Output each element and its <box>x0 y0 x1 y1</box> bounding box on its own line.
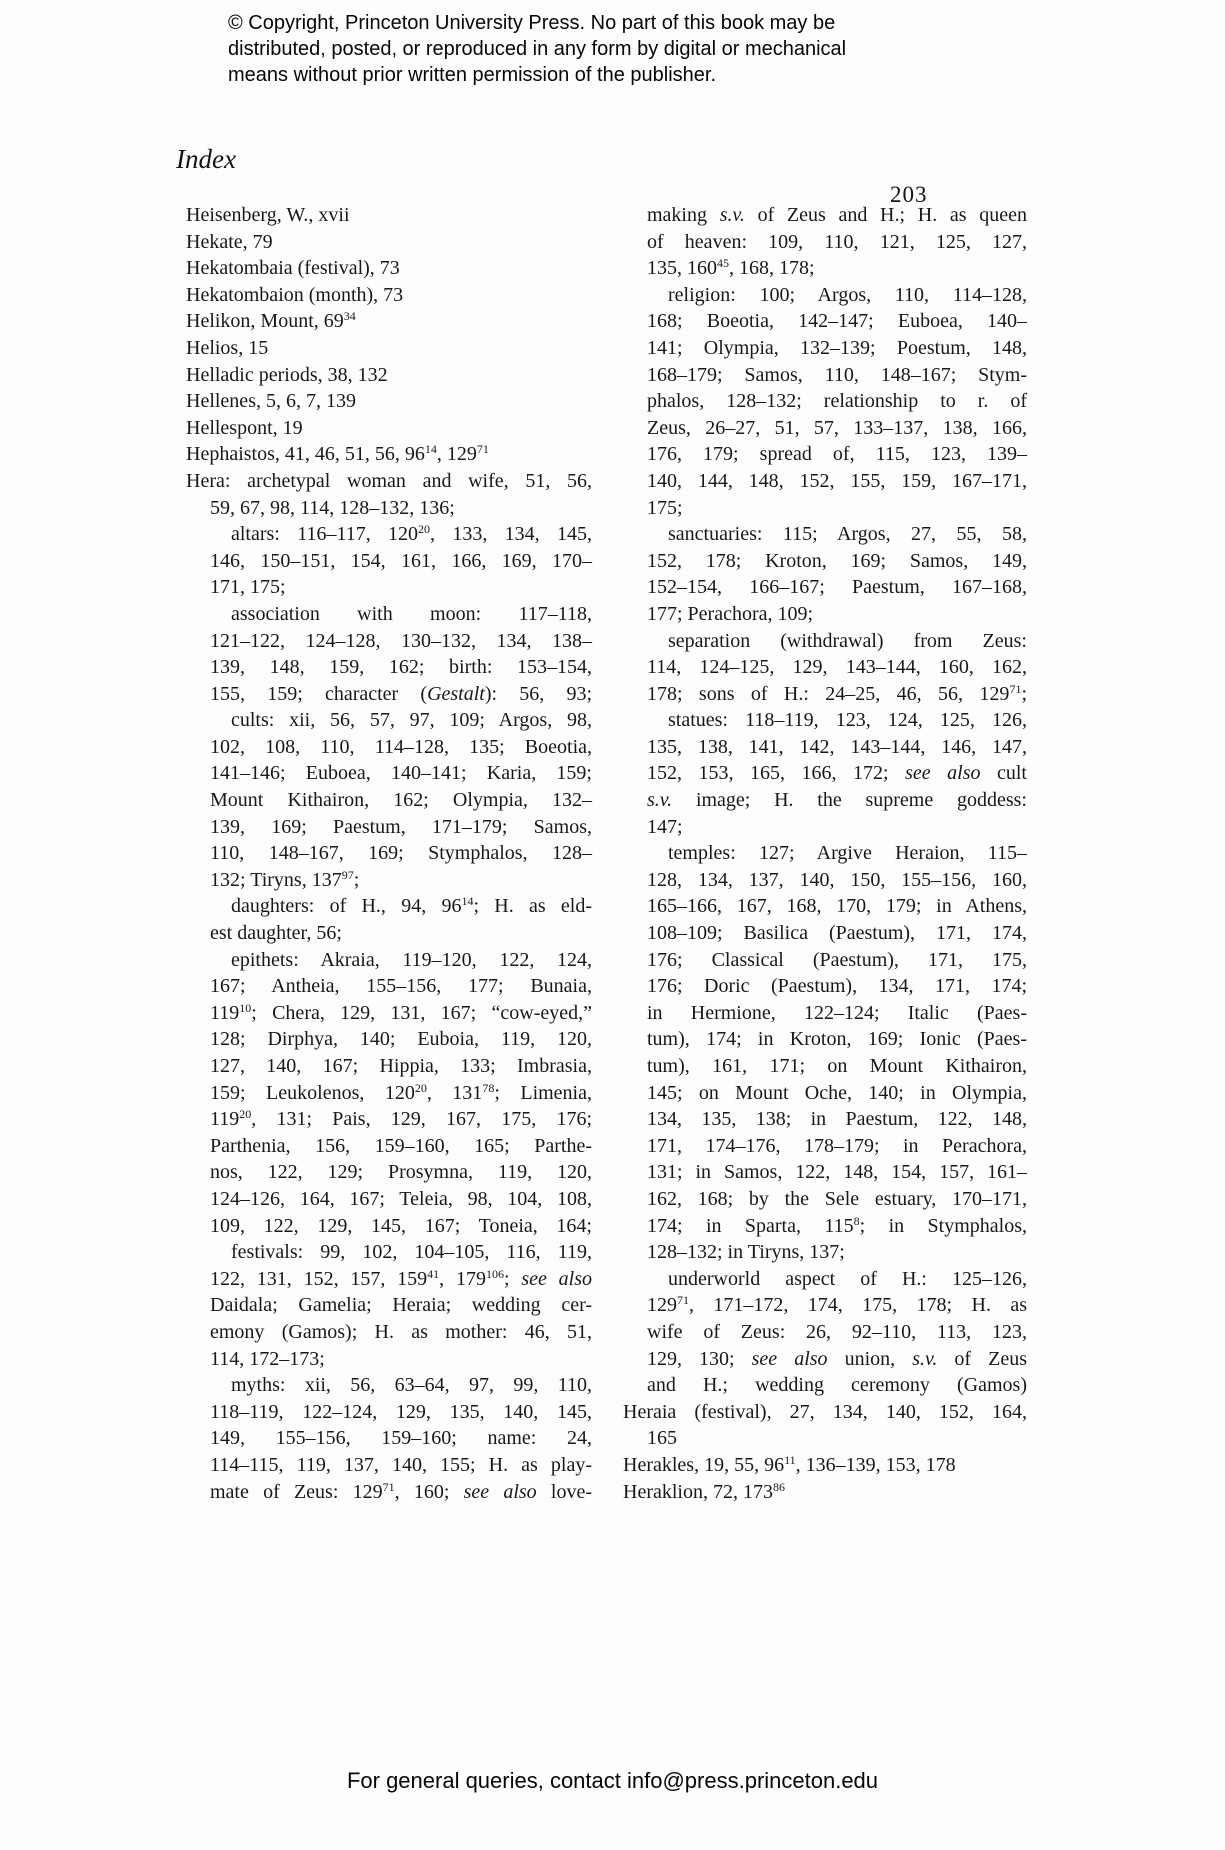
index-line: and H.; wedding ceremony (Gamos) <box>647 1374 1027 1397</box>
index-line: 124–126, 164, 167; Teleia, 98, 104, 108, <box>210 1187 592 1210</box>
italic-text: see also <box>905 762 981 785</box>
footnote-reference: 20 <box>414 1080 427 1095</box>
index-left-column <box>186 202 592 1505</box>
index-line: 175; <box>647 496 683 519</box>
index-line: daughters: of H., 94, $96^{14}$; H. as eld- <box>231 894 592 918</box>
index-line: emony (Gamos); H. as mother: 46, 51, <box>210 1320 592 1343</box>
italic-text: s.v. <box>719 204 745 226</box>
index-line: making s.v. of Zeus and H.; H. as queen <box>647 204 1027 226</box>
index-line: 127, 140, 167; Hippia, 133; Imbrasia, <box>210 1055 592 1077</box>
index-line: 155, 159; character (Gestalt): 56, 93; <box>210 682 592 705</box>
footnote-reference: 8 <box>853 1213 860 1228</box>
index-line: 159; Leukolenos, $120^{20}$, $131^{78}$; Limenia, <box>210 1080 592 1104</box>
index-line: Heraklion, 72, $173^{86}$ <box>623 1479 785 1503</box>
footnote-reference: 78 <box>482 1080 495 1095</box>
index-line: 108–109; Basilica (Paestum), 171, 174, <box>647 922 1027 945</box>
index-line: 59, 67, 98, 114, 128–132, 136; <box>210 496 455 519</box>
index-line: altars: 116–117, $120^{20}$, 133, 134, 145, <box>231 522 592 546</box>
index-line: 128, 134, 137, 140, 150, 155–156, 160, <box>647 868 1027 891</box>
index-line: 118–119, 122–124, 129, 135, 140, 145, <box>210 1400 592 1423</box>
index-line: Helladic periods, 38, 132 <box>186 363 388 386</box>
index-line: 114–115, 119, 137, 140, 155; H. as play- <box>210 1453 592 1476</box>
italic-text: see also <box>751 1347 828 1370</box>
index-line: 176; Classical (Paestum), 171, 175, <box>647 948 1027 971</box>
footnote-reference: 106 <box>485 1266 504 1281</box>
italic-text: see also <box>521 1267 592 1290</box>
index-line: 114, 172–173; <box>210 1347 325 1370</box>
index-line: tum), 161, 171; on Mount Kithairon, <box>647 1055 1027 1077</box>
index-line: 168–179; Samos, 110, 148–167; Stym- <box>647 363 1027 386</box>
footnote-reference: 45 <box>717 256 729 271</box>
page-number: 203 <box>890 182 928 207</box>
index-line: Daidala; Gamelia; Heraia; wedding cer- <box>210 1294 592 1317</box>
index-line: 140, 144, 148, 152, 155, 159, 167–171, <box>647 469 1027 492</box>
index-line: tum), 174; in Kroton, 169; Ionic (Paes- <box>647 1028 1027 1051</box>
index-line: 121–122, 124–128, 130–132, 134, 138– <box>210 629 592 652</box>
index-line: 176, 179; spread of, 115, 123, 139– <box>647 443 1027 466</box>
index-line: sanctuaries: 115; Argos, 27, 55, 58, <box>668 523 1027 546</box>
copyright-line: distributed, posted, or reproduced in any form by digital or mechanical <box>228 38 847 60</box>
index-line: 131; in Samos, 122, 148, 154, 157, 161– <box>647 1161 1027 1184</box>
index-line: myths: xii, 56, 63–64, 97, 99, 110, <box>231 1374 592 1397</box>
index-line: 134, 135, 138; in Paestum, 122, 148, <box>647 1108 1027 1131</box>
footnote-reference: 86 <box>772 1479 785 1494</box>
index-line: 129, 130; see also union, s.v. of Zeus <box>647 1347 1027 1370</box>
index-line: wife of Zeus: 26, 92–110, 113, 123, <box>647 1320 1027 1343</box>
index-line: phalos, 128–132; relationship to r. of <box>647 390 1027 413</box>
index-line: festivals: 99, 102, 104–105, 116, 119, <box>231 1241 592 1264</box>
index-line: Hellespont, 19 <box>186 416 303 439</box>
index-line: in Hermione, 122–124; Italic (Paes- <box>647 1001 1027 1024</box>
index-line: s.v. image; H. the supreme goddess: <box>647 789 1027 812</box>
index-line: 145; on Mount Oche, 140; in Olympia, <box>647 1081 1027 1104</box>
index-line: separation (withdrawal) from Zeus: <box>668 629 1027 652</box>
index-line: 176; Doric (Paestum), 134, 171, 174; <box>647 975 1027 998</box>
index-line: 168; Boeotia, 142–147; Euboea, 140– <box>647 310 1027 333</box>
index-line: mate of Zeus: $129^{71}$, 160; see also love- <box>210 1479 592 1503</box>
index-line: 110, 148–167, 169; Stymphalos, 128– <box>210 842 592 865</box>
index-line: underworld aspect of H.: 125–126, <box>668 1267 1027 1290</box>
footnote-reference: 11 <box>784 1452 796 1467</box>
copyright-line: © Copyright, Princeton University Press. No part of this book may be <box>228 12 836 34</box>
index-line: Helios, 15 <box>186 336 269 359</box>
index-line: 171, 174–176, 178–179; in Perachora, <box>647 1134 1027 1157</box>
index-line: Hekatombaia (festival), 73 <box>186 257 400 280</box>
index-line: 152, 178; Kroton, 169; Samos, 149, <box>647 549 1027 572</box>
index-line: association with moon: 117–118, <box>231 602 592 625</box>
index-line: Zeus, 26–27, 51, 57, 133–137, 138, 166, <box>647 416 1027 439</box>
index-line: 135, 138, 141, 142, 143–144, 146, 147, <box>647 735 1027 758</box>
page-heading: Index <box>176 144 236 174</box>
index-line: 165 <box>647 1427 677 1450</box>
index-line: temples: 127; Argive Heraion, 115– <box>668 842 1027 865</box>
index-line: Hera: archetypal woman and wife, 51, 56, <box>186 469 592 492</box>
index-line: $129^{71}$, 171–172, 174, 175, 178; H. as <box>647 1293 1027 1317</box>
index-line: $119^{20}$, 131; Pais, 129, 167, 175, 176; <box>210 1107 592 1131</box>
index-line: 132; Tiryns, $137^{97}$; <box>210 867 360 891</box>
index-line: 167; Antheia, 155–156, 177; Bunaia, <box>210 975 592 998</box>
footnote-reference: 71 <box>382 1479 395 1494</box>
index-line: 139, 169; Paestum, 171–179; Samos, <box>210 815 592 838</box>
footnote-reference: 14 <box>461 894 474 909</box>
index-line: 171, 175; <box>210 576 286 599</box>
index-line: Helikon, Mount, $69^{34}$ <box>186 309 356 333</box>
index-line: statues: 118–119, 123, 124, 125, 126, <box>668 709 1027 732</box>
index-line: est daughter, 56; <box>210 922 342 945</box>
index-line: 141; Olympia, 132–139; Poestum, 148, <box>647 336 1027 359</box>
index-line: religion: 100; Argos, 110, 114–128, <box>668 283 1027 306</box>
index-line: nos, 122, 129; Prosymna, 119, 120, <box>210 1161 592 1184</box>
index-line: 122, 131, 152, 157, $159^{41}$, $179^{106}$; see also <box>210 1266 592 1290</box>
italic-text: Gestalt <box>427 682 485 705</box>
index-line: 128–132; in Tiryns, 137; <box>647 1241 845 1264</box>
index-line: epithets: Akraia, 119–120, 122, 124, <box>231 948 592 971</box>
index-line: Mount Kithairon, 162; Olympia, 132– <box>210 789 592 812</box>
index-line: 165–166, 167, 168, 170, 179; in Athens, <box>647 895 1027 918</box>
footnote-reference: 71 <box>476 442 489 457</box>
index-line: 149, 155–156, 159–160; name: 24, <box>210 1427 592 1450</box>
index-line: 162, 168; by the Sele estuary, 170–171, <box>647 1187 1027 1210</box>
italic-text: s.v. <box>912 1347 938 1370</box>
footnote-reference: 97 <box>341 867 354 882</box>
italic-text: s.v. <box>647 789 673 812</box>
italic-text: see also <box>463 1480 537 1503</box>
index-line: 177; Perachora, 109; <box>647 602 814 625</box>
footnote-reference: 20 <box>418 522 431 537</box>
footnote-reference: 14 <box>424 442 437 457</box>
index-line: 174; in Sparta, $115^8$; in Stymphalos, <box>647 1213 1027 1237</box>
index-line: Heraia (festival), 27, 134, 140, 152, 164, <box>623 1400 1027 1423</box>
index-line: 102, 108, 110, 114–128, 135; Boeotia, <box>210 735 592 758</box>
index-line: 146, 150–151, 154, 161, 166, 169, 170– <box>210 549 592 572</box>
footnote-reference: 71 <box>677 1293 689 1308</box>
index-line: Heisenberg, W., xvii <box>186 204 350 226</box>
index-line: Hellenes, 5, 6, 7, 139 <box>186 390 356 413</box>
index-right-column <box>623 202 1027 1505</box>
index-line: 147; <box>647 815 683 838</box>
copyright-notice <box>228 10 868 88</box>
index-line: 128; Dirphya, 140; Euboia, 119, 120, <box>210 1028 592 1051</box>
index-line: Hekatombaion (month), 73 <box>186 283 404 306</box>
index-line: cults: xii, 56, 57, 97, 109; Argos, 98, <box>231 709 592 732</box>
index-line: Hephaistos, 41, 46, 51, 56, $96^{14}$, $129^{71}$ <box>186 442 489 466</box>
index-line: Hekate, 79 <box>186 230 273 253</box>
index-line: 114, 124–125, 129, 143–144, 160, 162, <box>647 656 1027 679</box>
footnote-reference: 10 <box>239 1000 252 1015</box>
index-line: $119^{10}$; Chera, 129, 131, 167; “cow-eyed,” <box>210 1000 592 1024</box>
copyright-line: means without prior written permission of the publisher. <box>228 64 717 86</box>
footnote-reference: 41 <box>427 1266 440 1281</box>
index-line: 139, 148, 159, 162; birth: 153–154, <box>210 656 592 679</box>
index-line: of heaven: 109, 110, 121, 125, 127, <box>647 230 1027 253</box>
index-line: 135, $160^{45}$, 168, 178; <box>647 256 815 280</box>
index-line: Herakles, 19, 55, $96^{11}$, 136–139, 153, 178 <box>623 1452 956 1476</box>
footnote-reference: 71 <box>1009 681 1022 696</box>
footnote-reference: 34 <box>343 309 356 324</box>
index-line: 141–146; Euboea, 140–141; Karia, 159; <box>210 762 592 785</box>
index-line: 152, 153, 165, 166, 172; see also cult <box>647 762 1027 785</box>
footnote-reference: 20 <box>239 1107 252 1122</box>
index-line: 178; sons of H.: 24–25, 46, 56, $129^{71}$; <box>647 681 1027 705</box>
index-line: 152–154, 166–167; Paestum, 167–168, <box>647 576 1027 599</box>
index-line: 109, 122, 129, 145, 167; Toneia, 164; <box>210 1214 592 1237</box>
index-line: Parthenia, 156, 159–160, 165; Parthe- <box>210 1134 592 1157</box>
page-footer: For general queries, contact info@press.princeton.edu <box>346 1768 879 1793</box>
